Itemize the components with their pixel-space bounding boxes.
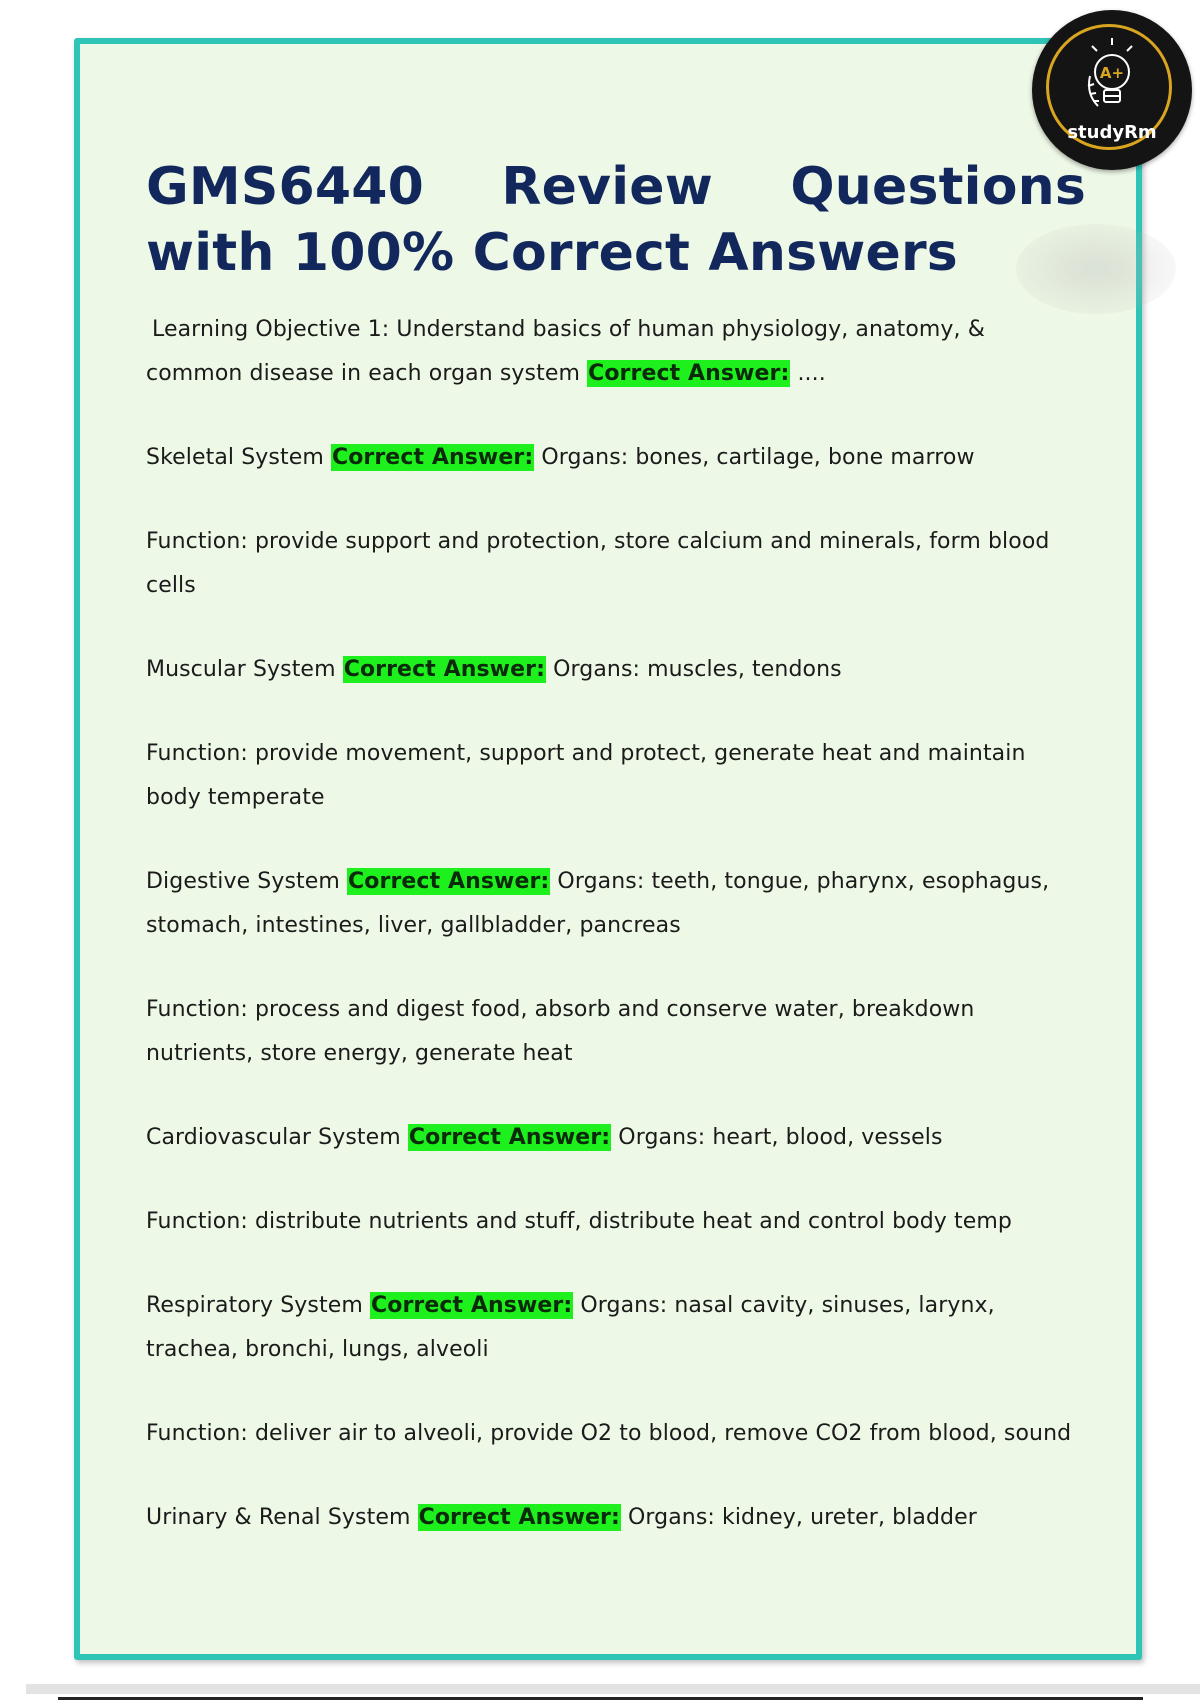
cardiovascular-function-paragraph [146,1200,1086,1244]
respiratory-system-paragraph [146,1284,1086,1372]
studyrm-logo [1032,10,1192,170]
paragraph-text: Learning Objective 1: Understand basics of human physiology, anatomy, & common disease in each organ system [146,317,985,386]
learning-objective-paragraph [146,308,1086,396]
correct-answer-highlight: Correct Answer: [343,657,545,682]
correct-answer-highlight: Correct Answer: [588,361,790,386]
paragraph-text: Digestive System [146,869,340,894]
paragraph-answer: Organs: kidney, ureter, bladder [627,1505,977,1530]
page-bottom-rule [26,1684,1200,1694]
skeletal-function-paragraph [146,520,1086,608]
correct-answer-highlight: Correct Answer: [331,445,534,470]
paragraph-text: Respiratory System [146,1293,363,1318]
urinary-renal-system-paragraph [146,1496,1086,1540]
document-sheet [74,38,1142,1660]
digestive-function-paragraph [146,988,1086,1076]
paragraph-answer: Organs: heart, blood, vessels [618,1125,943,1150]
paragraph-answer: Organs: bones, cartilage, bone marrow [541,445,975,470]
paragraph-text: Cardiovascular System [146,1125,401,1150]
paragraph-text: Muscular System [146,657,336,682]
skeletal-system-paragraph [146,436,1086,480]
paragraph-answer: .... [797,361,826,386]
lightbulb-icon [1082,36,1142,116]
paragraph-text: Function: provide support and protection, store calcium and minerals, form blood cells [146,529,1050,598]
paragraph-text: Function: distribute nutrients and stuff, distribute heat and control body temp [146,1209,1012,1234]
paragraph-text: Function: process and digest food, absorb and conserve water, breakdown nutrients, store energy, generate heat [146,997,975,1066]
cardiovascular-system-paragraph [146,1116,1086,1160]
paragraph-text: Urinary & Renal System [146,1505,411,1530]
muscular-system-paragraph [146,648,1086,692]
paragraph-list [146,308,1086,1540]
logo-wordmark: studyRm [1067,122,1157,143]
paragraph-text: Skeletal System [146,445,324,470]
paragraph-text: Function: deliver air to alveoli, provide O2 to blood, remove CO2 from blood, sound [146,1421,1072,1446]
correct-answer-highlight: Correct Answer: [408,1125,611,1150]
paragraph-answer: Organs: muscles, tendons [553,657,842,682]
paragraph-answer: Organs: nasal cavity, sinuses, larynx, trachea, bronchi, lungs, alveoli [146,1293,995,1362]
logo-badge-text: A+ [1099,64,1125,82]
correct-answer-highlight: Correct Answer: [348,869,550,894]
paragraph-text: Function: provide movement, support and protect, generate heat and maintain body temperate [146,741,1026,810]
muscular-function-paragraph [146,732,1086,820]
paragraph-answer: Organs: teeth, tongue, pharynx, esophagus, stomach, intestines, liver, gallbladder, pancreas [146,869,1050,938]
correct-answer-highlight: Correct Answer: [418,1505,620,1530]
correct-answer-highlight: Correct Answer: [370,1293,573,1318]
document-content [146,154,1086,1580]
digestive-system-paragraph [146,860,1086,948]
respiratory-function-paragraph [146,1412,1086,1456]
document-title: GMS6440 Review Questions with 100% Correct Answers [146,157,1086,283]
